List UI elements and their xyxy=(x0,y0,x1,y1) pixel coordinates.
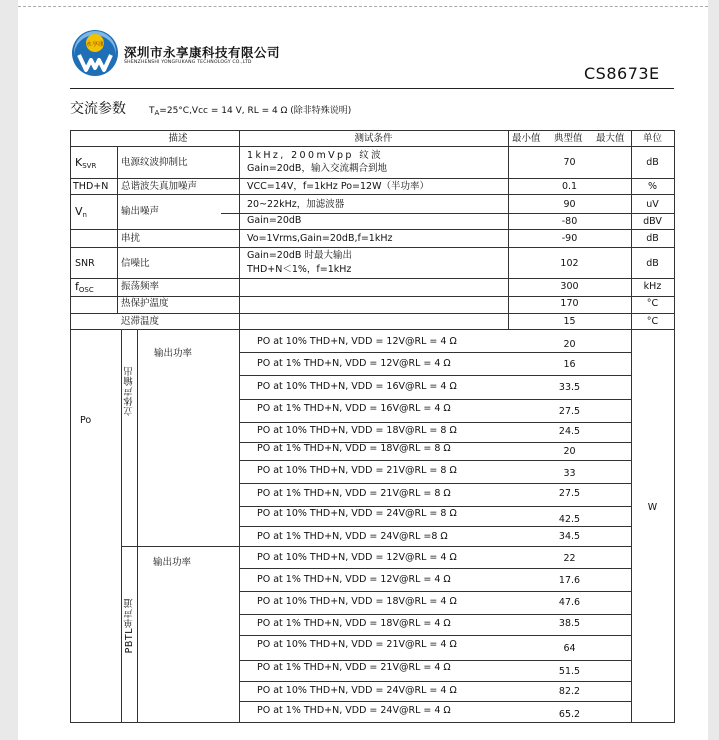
symbol-po: Po xyxy=(80,415,92,426)
row-desc: 电源纹波抑制比 xyxy=(121,157,188,168)
po-typ: 51.5 xyxy=(558,666,581,677)
po-cond: PO at 1% THD+N, VDD = 24V@RL = 4 Ω xyxy=(257,705,451,716)
po-typ: 27.5 xyxy=(558,488,581,499)
ac-parameter-table xyxy=(70,130,675,723)
row-cond: Gain=20dB，输入交流耦合到地 xyxy=(247,163,387,174)
po-cond: PO at 1% THD+N, VDD = 24V@RL =8 Ω xyxy=(257,531,448,542)
row-cond: THD+N＜1%，f=1kHz xyxy=(247,264,352,275)
row-typ: 102 xyxy=(560,258,579,269)
po-cond: PO at 10% THD+N, VDD = 16V@RL = 4 Ω xyxy=(257,381,457,392)
po-typ: 34.5 xyxy=(558,531,581,542)
po-typ: 33 xyxy=(563,468,576,479)
row-typ: 70 xyxy=(563,157,576,168)
po-typ: 27.5 xyxy=(558,406,581,417)
symbol-ksvr: $K_{SVR}$ xyxy=(75,156,97,170)
po-typ: 17.6 xyxy=(558,575,581,586)
row-typ: 0.1 xyxy=(561,181,578,192)
row-desc: 振荡频率 xyxy=(121,281,160,292)
company-logo xyxy=(70,28,120,78)
row-cond: Vo=1Vrms,Gain=20dB,f=1kHz xyxy=(247,233,393,244)
po-cond: PO at 10% THD+N, VDD = 18V@RL = 8 Ω xyxy=(257,425,457,436)
po-typ: 42.5 xyxy=(558,514,581,525)
mode-pbtl: PBTL单声道 xyxy=(124,598,135,654)
po-typ: 82.2 xyxy=(558,686,581,697)
row-typ: 170 xyxy=(560,298,579,309)
symbol-vn: $V_n$ xyxy=(75,205,87,219)
po-typ: 38.5 xyxy=(558,618,581,629)
section-title: 交流参数 xyxy=(70,101,126,117)
po-typ: 47.6 xyxy=(558,597,581,608)
row-unit: °C xyxy=(646,298,659,309)
po-cond: PO at 1% THD+N, VDD = 12V@RL = 4 Ω xyxy=(257,358,451,369)
po-cond: PO at 1% THD+N, VDD = 21V@RL = 8 Ω xyxy=(257,488,451,499)
symbol-snr: SNR xyxy=(75,258,95,269)
datasheet-page xyxy=(18,0,708,740)
po-cond: PO at 1% THD+N, VDD = 12V@RL = 4 Ω xyxy=(257,574,451,585)
row-cond: 1kHz, 200mVpp 纹波 xyxy=(247,150,384,161)
header-max: 最大值 xyxy=(596,133,625,144)
company-name-en: SHENZHENSHI YONGFUKANG TECHNOLOGY CO.,LTD xyxy=(124,60,252,65)
company-name-cn: 深圳市永享康科技有限公司 xyxy=(124,45,281,60)
po-cond: PO at 10% THD+N, VDD = 12V@RL = 4 Ω xyxy=(257,552,457,563)
header-unit: 单位 xyxy=(642,133,662,144)
po-typ: 64 xyxy=(563,643,576,654)
po-typ: 20 xyxy=(563,339,576,350)
symbol-thdn: THD+N xyxy=(73,181,109,192)
po-cond: PO at 10% THD+N, VDD = 18V@RL = 4 Ω xyxy=(257,596,457,607)
pbtl-desc: 输出功率 xyxy=(153,557,192,568)
po-cond: PO at 1% THD+N, VDD = 16V@RL = 4 Ω xyxy=(257,403,451,414)
row-typ: 15 xyxy=(563,316,576,327)
po-typ: 22 xyxy=(563,553,576,564)
po-cond: PO at 10% THD+N, VDD = 21V@RL = 8 Ω xyxy=(257,465,457,476)
po-typ: 65.2 xyxy=(558,709,581,720)
stereo-desc: 输出功率 xyxy=(154,348,193,359)
po-unit: W xyxy=(647,502,658,513)
row-desc: 串扰 xyxy=(121,233,141,244)
po-cond: PO at 10% THD+N, VDD = 24V@RL = 8 Ω xyxy=(257,508,457,519)
row-typ: -80 xyxy=(561,216,578,227)
symbol-fosc: $f_{OSC}$ xyxy=(75,280,94,294)
row-unit: dB xyxy=(646,157,659,168)
po-cond: PO at 1% THD+N, VDD = 18V@RL = 8 Ω xyxy=(257,443,451,454)
po-cond: PO at 1% THD+N, VDD = 18V@RL = 4 Ω xyxy=(257,618,451,629)
row-desc: 信噪比 xyxy=(121,258,150,269)
section-conditions: $T_A=25^\circ C,Vcc = 14$ V, RL = 4 Ω (除非特殊说明) xyxy=(149,106,352,117)
row-cond: Gain=20dB 时最大输出 xyxy=(247,250,352,261)
header-min: 最小值 xyxy=(512,133,541,144)
row-desc: 总谐波失真加噪声 xyxy=(121,181,198,192)
po-typ: 20 xyxy=(563,446,576,457)
header-rule xyxy=(70,88,674,89)
row-typ: 300 xyxy=(560,281,579,292)
row-typ: 90 xyxy=(563,199,576,210)
row-cond: Gain=20dB xyxy=(247,215,302,226)
header-cond: 测试条件 xyxy=(354,133,393,144)
model-number: CS8673E xyxy=(584,64,660,83)
po-cond: PO at 1% THD+N, VDD = 21V@RL = 4 Ω xyxy=(257,662,451,673)
row-desc: 输出噪声 xyxy=(121,206,160,217)
po-typ: 33.5 xyxy=(558,382,581,393)
row-desc: 热保护温度 xyxy=(121,298,169,309)
po-cond: PO at 10% THD+N, VDD = 24V@RL = 4 Ω xyxy=(257,685,457,696)
po-typ: 24.5 xyxy=(558,426,581,437)
top-border xyxy=(18,6,708,7)
po-cond: PO at 10% THD+N, VDD = 21V@RL = 4 Ω xyxy=(257,639,457,650)
po-cond: PO at 10% THD+N, VDD = 12V@RL = 4 Ω xyxy=(257,336,457,347)
row-unit: dBV xyxy=(643,216,662,227)
row-unit: % xyxy=(647,181,658,192)
row-desc: 迟滞温度 xyxy=(121,316,160,327)
row-unit: uV xyxy=(646,199,659,210)
row-unit: dB xyxy=(646,233,659,244)
row-unit: dB xyxy=(646,258,659,269)
row-typ: -90 xyxy=(561,233,578,244)
header-desc: 描述 xyxy=(168,133,188,144)
row-cond: 20~22kHz，加滤波器 xyxy=(247,199,345,210)
po-typ: 16 xyxy=(563,359,576,370)
row-unit: kHz xyxy=(643,281,662,292)
row-unit: °C xyxy=(646,316,659,327)
row-cond: VCC=14V，f=1kHz Po=12W（半功率） xyxy=(247,181,429,192)
header-typ: 典型值 xyxy=(554,133,583,144)
mode-stereo: 立体声输出 xyxy=(124,366,135,416)
logo-text: 永享康 xyxy=(85,41,105,48)
